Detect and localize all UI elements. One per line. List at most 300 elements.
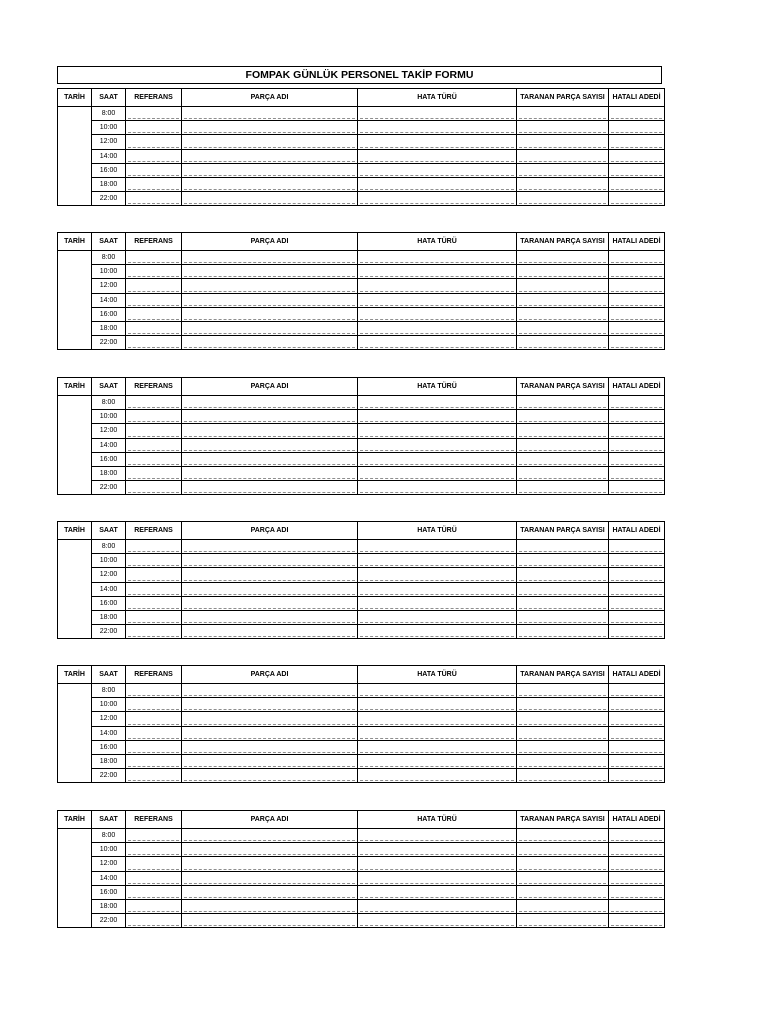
taranan-parca-sayisi-cell[interactable] <box>517 279 609 293</box>
table-header-row <box>58 89 665 107</box>
hatali-adedi-cell[interactable] <box>609 307 665 321</box>
hata-turu-cell[interactable] <box>358 540 517 554</box>
parca-adi-cell[interactable] <box>182 843 358 857</box>
table-row <box>58 914 665 928</box>
referans-cell[interactable] <box>126 698 182 712</box>
referans-cell[interactable] <box>126 396 182 410</box>
parca-adi-cell[interactable] <box>182 251 358 265</box>
hata-turu-cell[interactable] <box>358 829 517 843</box>
hatali-adedi-cell[interactable] <box>609 914 665 928</box>
hata-turu-cell[interactable] <box>358 177 517 191</box>
taranan-parca-sayisi-cell[interactable] <box>517 684 609 698</box>
taranan-parca-sayisi-cell[interactable] <box>517 177 609 191</box>
hatali-adedi-cell[interactable] <box>609 121 665 135</box>
saat-cell: 22:00 <box>92 481 126 495</box>
parca-adi-cell[interactable] <box>182 540 358 554</box>
table-row <box>58 582 665 596</box>
parca-adi-cell[interactable] <box>182 481 358 495</box>
saat-header: SAAT <box>92 811 126 829</box>
hatali-adedi-cell[interactable] <box>609 438 665 452</box>
taranan-parca-sayisi-cell[interactable] <box>517 829 609 843</box>
tarih-cell[interactable] <box>58 396 92 495</box>
hatali-adedi-cell[interactable] <box>609 163 665 177</box>
hata-turu-cell[interactable] <box>358 871 517 885</box>
hata-turu-cell[interactable] <box>358 410 517 424</box>
hata-turu-cell[interactable] <box>358 554 517 568</box>
table-row <box>58 857 665 871</box>
hata-turu-header: HATA TÜRÜ <box>358 378 517 396</box>
saat-cell: 18:00 <box>92 466 126 480</box>
hatali-adedi-cell[interactable] <box>609 149 665 163</box>
taranan-parca-sayisi-cell[interactable] <box>517 336 609 350</box>
table-row <box>58 466 665 480</box>
hatali-adedi-cell[interactable] <box>609 424 665 438</box>
taranan-parca-sayisi-cell[interactable] <box>517 424 609 438</box>
hatali-adedi-cell[interactable] <box>609 192 665 206</box>
taranan-parca-sayisi-cell[interactable] <box>517 740 609 754</box>
referans-cell[interactable] <box>126 740 182 754</box>
tarih-header: TARİH <box>58 811 92 829</box>
tarih-cell[interactable] <box>58 251 92 350</box>
table-row <box>58 540 665 554</box>
referans-cell[interactable] <box>126 829 182 843</box>
saat-cell: 16:00 <box>92 740 126 754</box>
parca-adi-cell[interactable] <box>182 121 358 135</box>
hatali-adedi-cell[interactable] <box>609 899 665 913</box>
taranan-parca-sayisi-cell[interactable] <box>517 596 609 610</box>
parca-adi-cell[interactable] <box>182 438 358 452</box>
saat-header: SAAT <box>92 89 126 107</box>
hatali-adedi-cell[interactable] <box>609 698 665 712</box>
taranan-parca-sayisi-cell[interactable] <box>517 899 609 913</box>
saat-cell: 8:00 <box>92 540 126 554</box>
tracking-table-2 <box>57 232 665 350</box>
taranan-parca-sayisi-cell[interactable] <box>517 610 609 624</box>
table-row <box>58 843 665 857</box>
hatali-adedi-cell[interactable] <box>609 754 665 768</box>
saat-cell: 12:00 <box>92 568 126 582</box>
hatali-adedi-cell[interactable] <box>609 684 665 698</box>
hatali-adedi-cell[interactable] <box>609 857 665 871</box>
taranan-parca-sayisi-cell[interactable] <box>517 251 609 265</box>
hata-turu-cell[interactable] <box>358 582 517 596</box>
saat-cell: 8:00 <box>92 829 126 843</box>
hata-turu-header: HATA TÜRÜ <box>358 522 517 540</box>
table-row <box>58 321 665 335</box>
referans-cell[interactable] <box>126 568 182 582</box>
parca-adi-cell[interactable] <box>182 568 358 582</box>
table-row <box>58 698 665 712</box>
table-row <box>58 899 665 913</box>
parca-adi-cell[interactable] <box>182 726 358 740</box>
parca-adi-cell[interactable] <box>182 135 358 149</box>
parca-adi-cell[interactable] <box>182 293 358 307</box>
referans-cell[interactable] <box>126 899 182 913</box>
taranan-parca-sayisi-cell[interactable] <box>517 871 609 885</box>
saat-cell: 22:00 <box>92 769 126 783</box>
parca-adi-header: PARÇA ADI <box>182 378 358 396</box>
hata-turu-cell[interactable] <box>358 712 517 726</box>
hata-turu-cell[interactable] <box>358 438 517 452</box>
saat-cell: 22:00 <box>92 192 126 206</box>
taranan-parca-sayisi-cell[interactable] <box>517 293 609 307</box>
hata-turu-cell[interactable] <box>358 481 517 495</box>
parca-adi-cell[interactable] <box>182 192 358 206</box>
saat-cell: 18:00 <box>92 610 126 624</box>
saat-cell: 12:00 <box>92 712 126 726</box>
referans-cell[interactable] <box>126 265 182 279</box>
saat-cell: 16:00 <box>92 307 126 321</box>
parca-adi-cell[interactable] <box>182 610 358 624</box>
saat-cell: 8:00 <box>92 684 126 698</box>
taranan-parca-sayisi-cell[interactable] <box>517 540 609 554</box>
taranan-parca-sayisi-cell[interactable] <box>517 769 609 783</box>
table-row <box>58 251 665 265</box>
saat-cell: 18:00 <box>92 899 126 913</box>
hatali-adedi-cell[interactable] <box>609 885 665 899</box>
hata-turu-cell[interactable] <box>358 265 517 279</box>
taranan-parca-sayisi-header: TARANAN PARÇA SAYISI <box>517 811 609 829</box>
hatali-adedi-cell[interactable] <box>609 135 665 149</box>
hata-turu-cell[interactable] <box>358 625 517 639</box>
table-row <box>58 135 665 149</box>
table-row <box>58 481 665 495</box>
referans-cell[interactable] <box>126 726 182 740</box>
referans-cell[interactable] <box>126 596 182 610</box>
saat-cell: 18:00 <box>92 321 126 335</box>
taranan-parca-sayisi-cell[interactable] <box>517 481 609 495</box>
form-title: FOMPAK GÜNLÜK PERSONEL TAKİP FORMU <box>57 66 662 84</box>
referans-cell[interactable] <box>126 452 182 466</box>
hatali-adedi-cell[interactable] <box>609 554 665 568</box>
taranan-parca-sayisi-cell[interactable] <box>517 307 609 321</box>
saat-cell: 22:00 <box>92 625 126 639</box>
hata-turu-cell[interactable] <box>358 740 517 754</box>
referans-cell[interactable] <box>126 712 182 726</box>
hatali-adedi-cell[interactable] <box>609 265 665 279</box>
hata-turu-cell[interactable] <box>358 107 517 121</box>
parca-adi-cell[interactable] <box>182 424 358 438</box>
taranan-parca-sayisi-cell[interactable] <box>517 857 609 871</box>
hata-turu-cell[interactable] <box>358 914 517 928</box>
hatali-adedi-cell[interactable] <box>609 871 665 885</box>
referans-cell[interactable] <box>126 438 182 452</box>
referans-cell[interactable] <box>126 554 182 568</box>
referans-cell[interactable] <box>126 410 182 424</box>
hatali-adedi-cell[interactable] <box>609 410 665 424</box>
referans-cell[interactable] <box>126 684 182 698</box>
saat-cell: 10:00 <box>92 410 126 424</box>
hatali-adedi-cell[interactable] <box>609 596 665 610</box>
taranan-parca-sayisi-cell[interactable] <box>517 712 609 726</box>
parca-adi-cell[interactable] <box>182 321 358 335</box>
parca-adi-cell[interactable] <box>182 149 358 163</box>
taranan-parca-sayisi-cell[interactable] <box>517 321 609 335</box>
parca-adi-cell[interactable] <box>182 582 358 596</box>
saat-cell: 10:00 <box>92 265 126 279</box>
hata-turu-cell[interactable] <box>358 684 517 698</box>
taranan-parca-sayisi-cell[interactable] <box>517 698 609 712</box>
taranan-parca-sayisi-cell[interactable] <box>517 554 609 568</box>
hatali-adedi-cell[interactable] <box>609 568 665 582</box>
hata-turu-cell[interactable] <box>358 121 517 135</box>
tracking-table-6 <box>57 810 665 928</box>
hatali-adedi-cell[interactable] <box>609 843 665 857</box>
parca-adi-cell[interactable] <box>182 914 358 928</box>
taranan-parca-sayisi-cell[interactable] <box>517 396 609 410</box>
hata-turu-cell[interactable] <box>358 899 517 913</box>
tarih-header: TARİH <box>58 522 92 540</box>
hatali-adedi-cell[interactable] <box>609 321 665 335</box>
parca-adi-header: PARÇA ADI <box>182 89 358 107</box>
parca-adi-cell[interactable] <box>182 466 358 480</box>
parca-adi-cell[interactable] <box>182 885 358 899</box>
table-row <box>58 438 665 452</box>
hata-turu-cell[interactable] <box>358 726 517 740</box>
tarih-cell[interactable] <box>58 684 92 783</box>
taranan-parca-sayisi-header: TARANAN PARÇA SAYISI <box>517 89 609 107</box>
hata-turu-cell[interactable] <box>358 424 517 438</box>
hata-turu-cell[interactable] <box>358 568 517 582</box>
taranan-parca-sayisi-cell[interactable] <box>517 107 609 121</box>
referans-cell[interactable] <box>126 192 182 206</box>
parca-adi-cell[interactable] <box>182 107 358 121</box>
parca-adi-cell[interactable] <box>182 279 358 293</box>
referans-cell[interactable] <box>126 307 182 321</box>
hata-turu-cell[interactable] <box>358 149 517 163</box>
referans-cell[interactable] <box>126 885 182 899</box>
tarih-cell[interactable] <box>58 540 92 639</box>
hata-turu-cell[interactable] <box>358 596 517 610</box>
hata-turu-cell[interactable] <box>358 769 517 783</box>
tracking-table-5 <box>57 665 665 783</box>
taranan-parca-sayisi-cell[interactable] <box>517 726 609 740</box>
hata-turu-cell[interactable] <box>358 135 517 149</box>
hatali-adedi-cell[interactable] <box>609 829 665 843</box>
referans-cell[interactable] <box>126 466 182 480</box>
table-row <box>58 396 665 410</box>
hata-turu-cell[interactable] <box>358 396 517 410</box>
hatali-adedi-header: HATALI ADEDİ <box>609 811 665 829</box>
hatali-adedi-cell[interactable] <box>609 481 665 495</box>
table-row <box>58 265 665 279</box>
hatali-adedi-cell[interactable] <box>609 582 665 596</box>
hatali-adedi-cell[interactable] <box>609 540 665 554</box>
parca-adi-header: PARÇA ADI <box>182 811 358 829</box>
taranan-parca-sayisi-cell[interactable] <box>517 192 609 206</box>
referans-cell[interactable] <box>126 336 182 350</box>
hata-turu-cell[interactable] <box>358 698 517 712</box>
referans-cell[interactable] <box>126 769 182 783</box>
referans-cell[interactable] <box>126 107 182 121</box>
tarih-header: TARİH <box>58 89 92 107</box>
hatali-adedi-cell[interactable] <box>609 396 665 410</box>
hatali-adedi-cell[interactable] <box>609 107 665 121</box>
referans-cell[interactable] <box>126 251 182 265</box>
referans-cell[interactable] <box>126 121 182 135</box>
referans-cell[interactable] <box>126 540 182 554</box>
parca-adi-cell[interactable] <box>182 829 358 843</box>
parca-adi-cell[interactable] <box>182 769 358 783</box>
table-header-row <box>58 811 665 829</box>
hatali-adedi-cell[interactable] <box>609 293 665 307</box>
hatali-adedi-cell[interactable] <box>609 336 665 350</box>
referans-cell[interactable] <box>126 914 182 928</box>
hata-turu-cell[interactable] <box>358 321 517 335</box>
referans-cell[interactable] <box>126 177 182 191</box>
referans-header: REFERANS <box>126 811 182 829</box>
referans-cell[interactable] <box>126 279 182 293</box>
table-row <box>58 279 665 293</box>
referans-cell[interactable] <box>126 625 182 639</box>
taranan-parca-sayisi-cell[interactable] <box>517 466 609 480</box>
parca-adi-cell[interactable] <box>182 871 358 885</box>
parca-adi-cell[interactable] <box>182 684 358 698</box>
hatali-adedi-cell[interactable] <box>609 452 665 466</box>
parca-adi-cell[interactable] <box>182 712 358 726</box>
parca-adi-cell[interactable] <box>182 857 358 871</box>
saat-cell: 18:00 <box>92 177 126 191</box>
table-row <box>58 596 665 610</box>
saat-cell: 8:00 <box>92 396 126 410</box>
parca-adi-cell[interactable] <box>182 596 358 610</box>
taranan-parca-sayisi-cell[interactable] <box>517 135 609 149</box>
hata-turu-cell[interactable] <box>358 279 517 293</box>
saat-cell: 16:00 <box>92 885 126 899</box>
referans-cell[interactable] <box>126 135 182 149</box>
parca-adi-cell[interactable] <box>182 163 358 177</box>
hatali-adedi-cell[interactable] <box>609 279 665 293</box>
taranan-parca-sayisi-cell[interactable] <box>517 582 609 596</box>
hatali-adedi-cell[interactable] <box>609 726 665 740</box>
hata-turu-cell[interactable] <box>358 336 517 350</box>
hata-turu-cell[interactable] <box>358 293 517 307</box>
saat-cell: 14:00 <box>92 726 126 740</box>
table-row <box>58 163 665 177</box>
parca-adi-cell[interactable] <box>182 698 358 712</box>
hata-turu-cell[interactable] <box>358 307 517 321</box>
hata-turu-cell[interactable] <box>358 452 517 466</box>
hata-turu-header: HATA TÜRÜ <box>358 233 517 251</box>
table-header-row <box>58 666 665 684</box>
taranan-parca-sayisi-cell[interactable] <box>517 885 609 899</box>
table-row <box>58 568 665 582</box>
parca-adi-cell[interactable] <box>182 177 358 191</box>
hata-turu-header: HATA TÜRÜ <box>358 89 517 107</box>
taranan-parca-sayisi-cell[interactable] <box>517 625 609 639</box>
hata-turu-cell[interactable] <box>358 843 517 857</box>
parca-adi-cell[interactable] <box>182 410 358 424</box>
referans-cell[interactable] <box>126 843 182 857</box>
referans-cell[interactable] <box>126 857 182 871</box>
hatali-adedi-cell[interactable] <box>609 610 665 624</box>
taranan-parca-sayisi-cell[interactable] <box>517 163 609 177</box>
hata-turu-cell[interactable] <box>358 610 517 624</box>
saat-cell: 8:00 <box>92 251 126 265</box>
hatali-adedi-cell[interactable] <box>609 625 665 639</box>
parca-adi-cell[interactable] <box>182 265 358 279</box>
saat-cell: 14:00 <box>92 293 126 307</box>
taranan-parca-sayisi-cell[interactable] <box>517 149 609 163</box>
hatali-adedi-cell[interactable] <box>609 769 665 783</box>
saat-cell: 10:00 <box>92 554 126 568</box>
referans-cell[interactable] <box>126 871 182 885</box>
hata-turu-cell[interactable] <box>358 192 517 206</box>
parca-adi-cell[interactable] <box>182 625 358 639</box>
taranan-parca-sayisi-header: TARANAN PARÇA SAYISI <box>517 522 609 540</box>
hatali-adedi-cell[interactable] <box>609 466 665 480</box>
hatali-adedi-cell[interactable] <box>609 251 665 265</box>
taranan-parca-sayisi-cell[interactable] <box>517 438 609 452</box>
hatali-adedi-header: HATALI ADEDİ <box>609 522 665 540</box>
referans-cell[interactable] <box>126 610 182 624</box>
referans-cell[interactable] <box>126 149 182 163</box>
hatali-adedi-cell[interactable] <box>609 740 665 754</box>
saat-cell: 14:00 <box>92 149 126 163</box>
table-row <box>58 149 665 163</box>
tarih-cell[interactable] <box>58 107 92 206</box>
referans-cell[interactable] <box>126 754 182 768</box>
hata-turu-cell[interactable] <box>358 163 517 177</box>
tarih-cell[interactable] <box>58 829 92 928</box>
taranan-parca-sayisi-cell[interactable] <box>517 265 609 279</box>
hatali-adedi-header: HATALI ADEDİ <box>609 233 665 251</box>
taranan-parca-sayisi-cell[interactable] <box>517 754 609 768</box>
parca-adi-cell[interactable] <box>182 396 358 410</box>
parca-adi-cell[interactable] <box>182 307 358 321</box>
parca-adi-cell[interactable] <box>182 899 358 913</box>
taranan-parca-sayisi-cell[interactable] <box>517 121 609 135</box>
taranan-parca-sayisi-cell[interactable] <box>517 914 609 928</box>
hatali-adedi-header: HATALI ADEDİ <box>609 666 665 684</box>
tracking-table-3 <box>57 377 665 495</box>
saat-cell: 10:00 <box>92 843 126 857</box>
hata-turu-header: HATA TÜRÜ <box>358 811 517 829</box>
table-row <box>58 740 665 754</box>
hatali-adedi-cell[interactable] <box>609 177 665 191</box>
taranan-parca-sayisi-cell[interactable] <box>517 568 609 582</box>
saat-cell: 16:00 <box>92 163 126 177</box>
tracking-table-1 <box>57 88 665 206</box>
hata-turu-cell[interactable] <box>358 754 517 768</box>
saat-cell: 10:00 <box>92 698 126 712</box>
referans-header: REFERANS <box>126 666 182 684</box>
parca-adi-cell[interactable] <box>182 554 358 568</box>
referans-cell[interactable] <box>126 424 182 438</box>
saat-cell: 16:00 <box>92 596 126 610</box>
referans-cell[interactable] <box>126 582 182 596</box>
referans-header: REFERANS <box>126 233 182 251</box>
referans-cell[interactable] <box>126 293 182 307</box>
taranan-parca-sayisi-cell[interactable] <box>517 452 609 466</box>
hata-turu-cell[interactable] <box>358 857 517 871</box>
referans-cell[interactable] <box>126 163 182 177</box>
hata-turu-cell[interactable] <box>358 466 517 480</box>
taranan-parca-sayisi-cell[interactable] <box>517 410 609 424</box>
taranan-parca-sayisi-cell[interactable] <box>517 843 609 857</box>
parca-adi-cell[interactable] <box>182 740 358 754</box>
hatali-adedi-cell[interactable] <box>609 712 665 726</box>
referans-header: REFERANS <box>126 522 182 540</box>
hata-turu-cell[interactable] <box>358 251 517 265</box>
hata-turu-cell[interactable] <box>358 885 517 899</box>
parca-adi-cell[interactable] <box>182 452 358 466</box>
parca-adi-cell[interactable] <box>182 336 358 350</box>
referans-cell[interactable] <box>126 321 182 335</box>
parca-adi-cell[interactable] <box>182 754 358 768</box>
saat-cell: 12:00 <box>92 857 126 871</box>
referans-cell[interactable] <box>126 481 182 495</box>
